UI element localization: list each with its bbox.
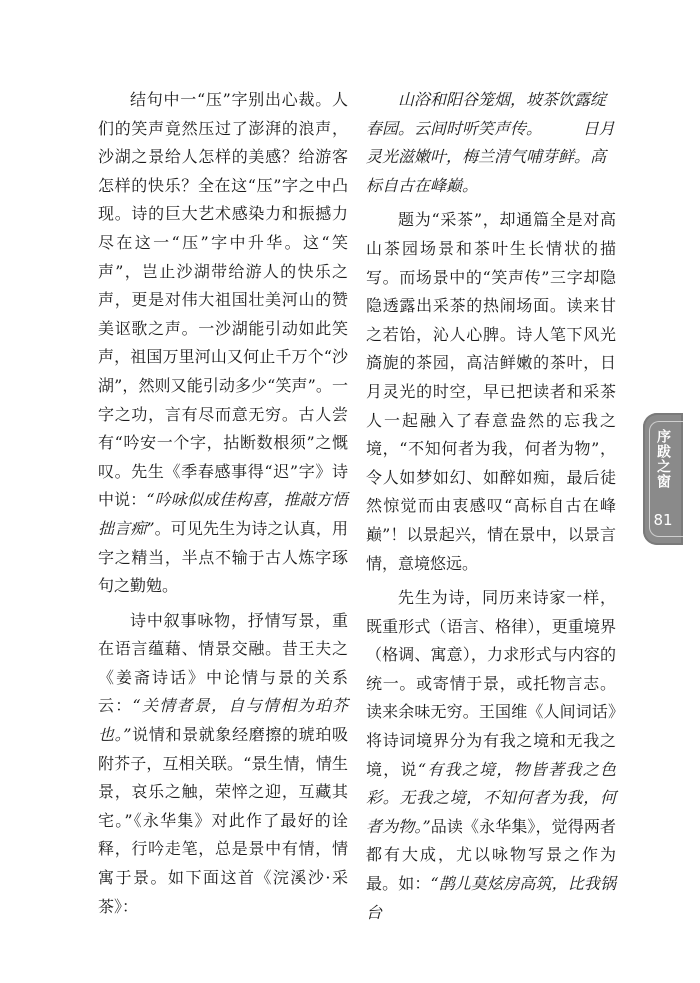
quoted-poem-line: “吟咏似成佳构喜，推敲方悟拙言痴”: [98, 490, 348, 538]
page-number: 81: [653, 511, 673, 529]
poem-line: 标自古在峰巅。: [366, 175, 479, 195]
left-text-column: [98, 86, 348, 921]
paragraph: [98, 86, 348, 601]
right-text-column: [366, 86, 616, 927]
poem-line: 灵光滋嫩叶，梅兰清气哺芽鲜。高: [366, 147, 607, 167]
paragraph-text: 。可见先生为诗之认真，用字之精当，半点不输于古人炼字琢句之勤勉。: [98, 518, 348, 596]
paragraph-text: 先生为诗，同历来诗家一样，既重形式（语言、格律），更重境界（格调、寓意），力求形式与内容的统一。或寄情于景，或托物言志。读来余味无穷。王国维《人间词话》将诗词境界分为有我之境和无我之境，说: [366, 588, 616, 779]
section-side-tab: [643, 413, 683, 545]
paragraph: [98, 607, 348, 922]
paragraph: [366, 584, 616, 927]
section-title: 序跋之窗: [655, 429, 671, 489]
quoted-poem-line: “鹊儿莫炫房高筑，比我锅台: [366, 874, 616, 922]
poem-line: 山浴和阳谷笼烟，坡茶饮露绽: [398, 90, 607, 109]
quoted-classic-line: “有我之境，物皆著我之色彩。无我之境，不知何者为我，何者为物。”: [366, 759, 616, 836]
paragraph-text: 说情和景就象经磨擦的琥珀吸附芥子，互相关联。“景生情，情生景，哀乐之触，荣悴之迎，互藏其宅。”《永华集》对此作了最好的诠释，行吟走笔，总是景中有情，情寓于景。如下面这首《浣溪沙·采茶》：: [98, 725, 348, 916]
paragraph: 题为“采茶”，却通篇全是对高山茶园场景和茶叶生长情状的描写。而场景中的“笑声传”三字却隐隐透露出采茶的热闹场面。读来甘之若饴，沁人心脾。诗人笔下风光旖旎的茶园，高洁鲜嫩的茶叶，日月灵光的时空，早已把读者和采茶人一起融入了春意盎然的忘我之境，“不知何者为我，何者为物”，令人如梦如幻、如醉如痴，最后徒然惊觉而由衷感叹“高标自古在峰巅”！以景起兴，情在景中，以景言情，意境悠远。: [366, 210, 616, 573]
paragraph-text: 品读《永华集》，觉得两者都有大成，尤以咏物写景之作为最。如：: [366, 816, 616, 894]
paragraph-text: 结句中一“压”字别出心裁。人们的笑声竟然压过了澎湃的浪声，沙湖之景给人怎样的美感？给游客怎样的快乐？全在这“压”字之中凸现。诗的巨大艺术感染力和振撼力尽在这一“压”字中升华。这“笑声”，岂止沙湖带给游人的快乐之声，更是对伟大祖国壮美河山的赞美讴歌之声。一沙湖能引动如此笑声，祖国万里河山又何止千万个“沙湖”，然则又能引动多少“笑声”。一字之功，言有尽而意无穷。古人尝有“吟安一个字，拈断数根须”之慨叹。先生《季春感事得“迟”字》诗中说：: [98, 90, 348, 510]
paragraph-text: 诗中叙事咏物，抒情写景，重在语言蕴藉、情景交融。昔王夫之《姜斋诗话》中论情与景的关系云：: [98, 610, 348, 716]
poem-line: 春园。云间时听笑声传。 日月: [366, 118, 615, 138]
quoted-classic-line: “关情者景，自与情相为珀芥也。”: [98, 696, 348, 745]
